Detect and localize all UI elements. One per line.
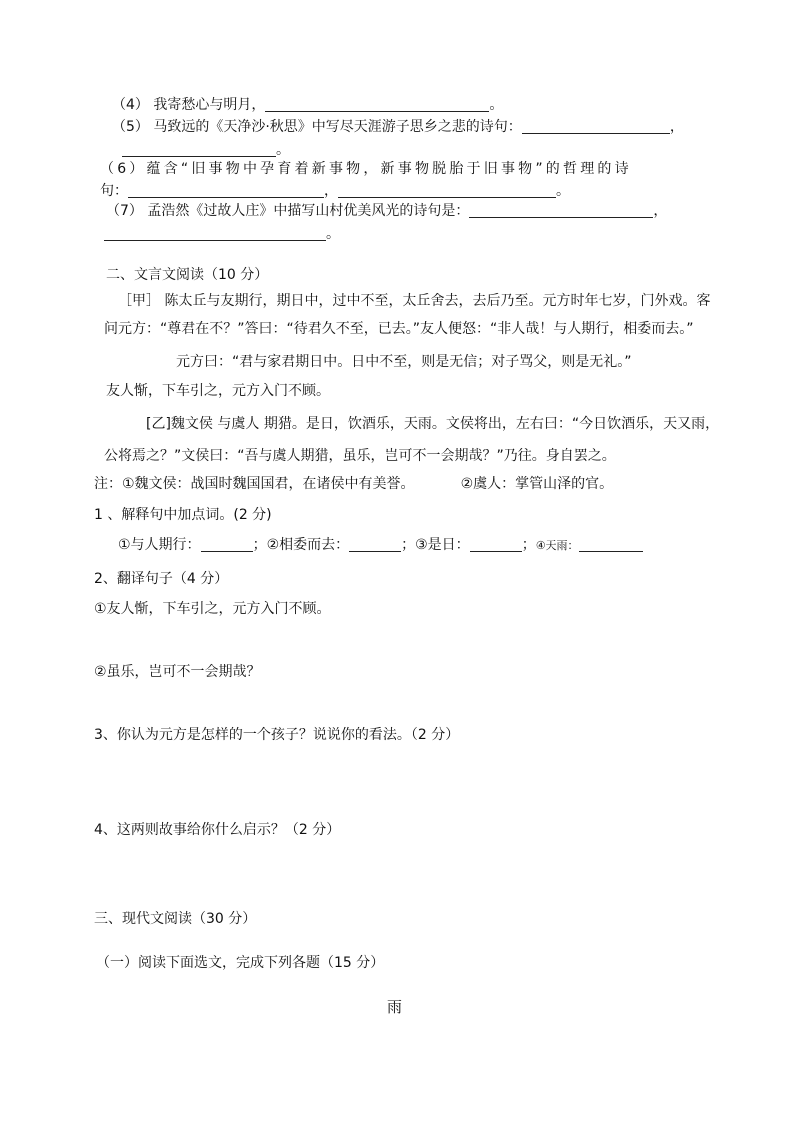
passage-a-line2: 问元方：“尊君在不？”答曰：“待君久不至，已去。”友人便怒：“非人哉！与人期行，相委而去。” bbox=[104, 321, 694, 337]
question-1-items bbox=[118, 536, 643, 555]
question-2-sentence-1: ①友人惭，下车引之，元方入门不顾。 bbox=[94, 601, 331, 617]
comma: ， bbox=[669, 119, 684, 135]
question-6 bbox=[100, 160, 632, 178]
answer-blank[interactable] bbox=[579, 537, 643, 552]
answer-blank[interactable] bbox=[469, 203, 653, 218]
separator: ； bbox=[252, 537, 267, 553]
passage-a-line1: ［甲］ 陈太丘与友期行，期日中，过中不至，太丘舍去，去后乃至。元方时年七岁，门外戏。客 bbox=[118, 293, 711, 309]
question-5-line2 bbox=[122, 141, 290, 159]
item-3-label: ③是日： bbox=[415, 537, 470, 553]
passage-a-line4: 友人惭，下车引之，元方入门不顾。 bbox=[106, 383, 330, 399]
period: 。 bbox=[276, 142, 290, 158]
question-4-text: （4） 我寄愁心与明月， bbox=[112, 97, 266, 113]
question-4 bbox=[112, 96, 503, 114]
annotation-notes bbox=[94, 475, 613, 493]
passage-b-line2: 公将焉之？”文侯曰：“吾与虞人期猎，虽乐，岂可不一会期哉？”乃往。身自罢之。 bbox=[104, 448, 616, 464]
question-4-story: 4、这两则故事给你什么启示？（2 分） bbox=[94, 822, 341, 838]
question-6-line2 bbox=[100, 182, 570, 200]
comma: ， bbox=[653, 203, 668, 219]
item-2-label: ②相委而去： bbox=[266, 537, 350, 553]
separator: ； bbox=[401, 537, 416, 553]
answer-blank[interactable] bbox=[522, 119, 670, 134]
comma: ， bbox=[324, 183, 338, 199]
question-2-heading: 2、翻译句子（4 分） bbox=[94, 571, 229, 587]
section-2-heading: 二、文言文阅读（10 分） bbox=[106, 267, 269, 283]
period: 。 bbox=[326, 226, 340, 242]
answer-blank[interactable] bbox=[201, 537, 253, 552]
question-6-text: （6）蕴含“旧事物中孕育着新事物，新事物脱胎于旧事物”的哲理的诗 bbox=[100, 161, 632, 177]
period: 。 bbox=[556, 183, 570, 199]
answer-blank[interactable] bbox=[128, 183, 324, 198]
item-1-label: ①与人期行： bbox=[118, 537, 201, 553]
answer-blank[interactable] bbox=[470, 537, 522, 552]
period: 。 bbox=[489, 97, 504, 113]
question-7 bbox=[106, 202, 667, 220]
section-3-heading: 三、现代文阅读（30 分） bbox=[94, 911, 257, 927]
question-1-heading: 1 、解释句中加点词。(2 分) bbox=[94, 507, 272, 523]
answer-blank[interactable] bbox=[122, 142, 276, 157]
answer-blank[interactable] bbox=[265, 97, 489, 112]
question-2-sentence-2: ②虽乐，岂可不一会期哉？ bbox=[94, 664, 261, 680]
question-7-line2 bbox=[104, 225, 340, 243]
question-5 bbox=[112, 118, 684, 136]
passage-title: 雨 bbox=[387, 998, 403, 1016]
question-7-text: （7） 孟浩然《过故人庄》中描写山村优美风光的诗句是： bbox=[106, 203, 470, 219]
passage-b-line1: [乙]魏文侯 与虞人 期猎。是日，饮酒乐，天雨。文侯将出，左右曰：“今日饮酒乐，天又雨， bbox=[146, 416, 720, 432]
item-4-label: ④天雨： bbox=[535, 539, 579, 552]
answer-blank[interactable] bbox=[104, 226, 326, 241]
passage-a-line3: 元方曰：“君与家君期日中。日中不至，则是无信；对子骂父，则是无礼。” bbox=[176, 354, 632, 370]
separator: ； bbox=[521, 537, 536, 553]
question-5-text: （5） 马致远的《天净沙·秋思》中写尽天涯游子思乡之悲的诗句： bbox=[112, 119, 522, 135]
question-3: 3、你认为元方是怎样的一个孩子？说说你的看法。（2 分） bbox=[94, 727, 460, 743]
question-6-prefix: 句： bbox=[100, 183, 128, 199]
answer-blank[interactable] bbox=[338, 183, 556, 198]
note-1: 注：①魏文侯：战国时魏国国君，在诸侯中有美誉。 bbox=[94, 476, 415, 492]
answer-blank[interactable] bbox=[349, 537, 401, 552]
subsection-1-heading: （一）阅读下面选文，完成下列各题（15 分） bbox=[96, 955, 385, 971]
note-2: ②虞人：掌管山泽的官。 bbox=[460, 476, 614, 492]
